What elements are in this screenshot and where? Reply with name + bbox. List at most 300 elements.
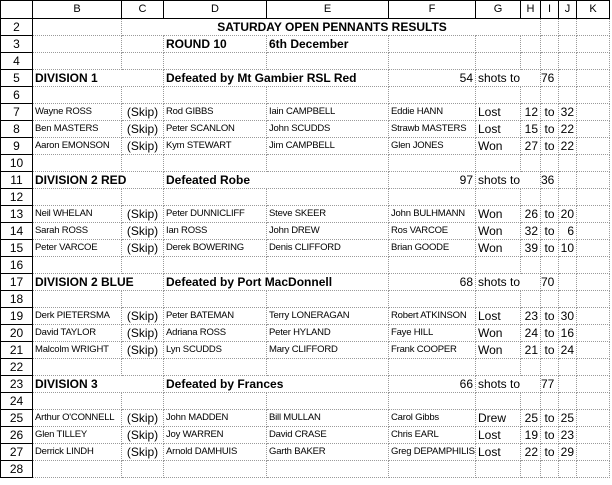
cell[interactable] — [521, 87, 541, 104]
our-shots[interactable]: 68 — [389, 274, 476, 291]
cell[interactable] — [389, 291, 476, 308]
to-label[interactable]: to — [541, 104, 559, 121]
skip-marker[interactable]: (Skip) — [122, 138, 164, 155]
second-name[interactable]: Denis CLIFFORD — [267, 240, 389, 257]
cell[interactable] — [577, 359, 610, 376]
column-header-f[interactable]: F — [389, 1, 476, 19]
second-name[interactable]: Iain CAMPBELL — [267, 104, 389, 121]
shots-to-label[interactable]: shots to — [476, 376, 541, 393]
cell[interactable] — [476, 461, 521, 478]
their-shots[interactable]: 76 — [541, 70, 559, 87]
cell[interactable] — [164, 359, 267, 376]
row-header[interactable]: 14 — [1, 223, 33, 240]
second-name[interactable]: Jim CAMPBELL — [267, 138, 389, 155]
rink-outcome[interactable]: Won — [476, 206, 521, 223]
second-name[interactable]: John SCUDDS — [267, 121, 389, 138]
skip-name[interactable]: Ben MASTERS — [33, 121, 122, 138]
skip-marker[interactable]: (Skip) — [122, 223, 164, 240]
cell[interactable] — [33, 393, 122, 410]
our-shots[interactable]: 66 — [389, 376, 476, 393]
division-name[interactable]: DIVISION 2 BLUE — [33, 274, 164, 291]
cell[interactable] — [559, 87, 577, 104]
cell[interactable] — [122, 359, 164, 376]
cell[interactable] — [33, 53, 122, 70]
rink-row — [1, 223, 610, 240]
to-label[interactable]: to — [541, 240, 559, 257]
cell[interactable] — [559, 19, 577, 36]
cell[interactable] — [521, 393, 541, 410]
rink-shots-against[interactable]: 23 — [559, 427, 577, 444]
skip-name[interactable]: Neil WHELAN — [33, 206, 122, 223]
cell[interactable] — [122, 155, 164, 172]
cell[interactable] — [577, 206, 610, 223]
shots-to-label[interactable]: shots to — [476, 274, 541, 291]
row-header[interactable]: 13 — [1, 206, 33, 223]
row-header[interactable]: 2 — [1, 19, 33, 36]
cell[interactable] — [267, 53, 389, 70]
cell[interactable] — [33, 155, 122, 172]
cell[interactable] — [476, 257, 521, 274]
cell[interactable] — [122, 257, 164, 274]
rink-shots-against[interactable]: 16 — [559, 325, 577, 342]
skip-name[interactable]: David TAYLOR — [33, 325, 122, 342]
rink-shots-for[interactable]: 21 — [521, 342, 541, 359]
cell[interactable] — [559, 461, 577, 478]
row-header[interactable]: 12 — [1, 189, 33, 206]
cell[interactable] — [476, 359, 521, 376]
cell[interactable] — [267, 87, 389, 104]
cell[interactable] — [267, 359, 389, 376]
cell[interactable] — [577, 308, 610, 325]
cell[interactable] — [389, 36, 476, 53]
cell[interactable] — [521, 189, 541, 206]
cell[interactable] — [559, 359, 577, 376]
rink-shots-for[interactable]: 24 — [521, 325, 541, 342]
rink-shots-against[interactable]: 22 — [559, 138, 577, 155]
row-header[interactable]: 11 — [1, 172, 33, 189]
lead-name[interactable]: Eddie HANN — [389, 104, 476, 121]
skip-marker[interactable]: (Skip) — [122, 427, 164, 444]
round-date[interactable]: 6th December — [267, 36, 389, 53]
rink-row — [1, 138, 610, 155]
cell[interactable] — [122, 461, 164, 478]
skip-name[interactable]: Sarah ROSS — [33, 223, 122, 240]
cell[interactable] — [122, 36, 164, 53]
to-label[interactable]: to — [541, 223, 559, 240]
third-name[interactable]: Lyn SCUDDS — [164, 342, 267, 359]
skip-marker[interactable]: (Skip) — [122, 444, 164, 461]
skip-name[interactable]: Aaron EMONSON — [33, 138, 122, 155]
cell[interactable] — [389, 393, 476, 410]
row-header[interactable]: 23 — [1, 376, 33, 393]
cell[interactable] — [164, 393, 267, 410]
rink-shots-for[interactable]: 39 — [521, 240, 541, 257]
empty-row — [1, 359, 610, 376]
cell[interactable] — [541, 359, 559, 376]
row-header[interactable]: 22 — [1, 359, 33, 376]
cell[interactable] — [267, 461, 389, 478]
cell[interactable] — [577, 291, 610, 308]
cell[interactable] — [577, 410, 610, 427]
rink-outcome[interactable]: Won — [476, 223, 521, 240]
skip-name[interactable]: Wayne ROSS — [33, 104, 122, 121]
skip-name[interactable]: Peter VARCOE — [33, 240, 122, 257]
cell[interactable] — [559, 189, 577, 206]
cell[interactable] — [267, 155, 389, 172]
second-name[interactable]: Garth BAKER — [267, 444, 389, 461]
third-name[interactable]: Kym STEWART — [164, 138, 267, 155]
division-name[interactable]: DIVISION 3 — [33, 376, 164, 393]
cell[interactable] — [577, 427, 610, 444]
row-header[interactable]: 8 — [1, 121, 33, 138]
cell[interactable] — [476, 155, 521, 172]
cell[interactable] — [541, 393, 559, 410]
cell[interactable] — [577, 274, 610, 291]
cell[interactable] — [559, 291, 577, 308]
their-shots[interactable]: 36 — [541, 172, 559, 189]
row-header[interactable]: 16 — [1, 257, 33, 274]
cell[interactable] — [577, 19, 610, 36]
row-header[interactable]: 10 — [1, 155, 33, 172]
cell[interactable] — [541, 257, 559, 274]
cell[interactable] — [521, 291, 541, 308]
rink-shots-against[interactable]: 32 — [559, 104, 577, 121]
lead-name[interactable]: Faye HILL — [389, 325, 476, 342]
row-header[interactable]: 17 — [1, 274, 33, 291]
cell[interactable] — [577, 172, 610, 189]
rink-shots-for[interactable]: 15 — [521, 121, 541, 138]
cell[interactable] — [559, 155, 577, 172]
sheet-title[interactable]: SATURDAY OPEN PENNANTS RESULTS — [122, 19, 541, 36]
cell[interactable] — [122, 189, 164, 206]
cell[interactable] — [33, 19, 122, 36]
row-header[interactable]: 27 — [1, 444, 33, 461]
cell[interactable] — [577, 138, 610, 155]
cell[interactable] — [559, 172, 577, 189]
lead-name[interactable]: Greg DEPAMPHILIS — [389, 444, 476, 461]
cell[interactable] — [122, 87, 164, 104]
cell[interactable] — [541, 19, 559, 36]
to-label[interactable]: to — [541, 206, 559, 223]
column-header-j[interactable]: J — [559, 1, 577, 19]
row-header[interactable]: 28 — [1, 461, 33, 478]
row-header[interactable]: 26 — [1, 427, 33, 444]
division-result[interactable]: Defeated by Mt Gambier RSL Red — [164, 70, 389, 87]
lead-name[interactable]: Strawb MASTERS — [389, 121, 476, 138]
round-label[interactable]: ROUND 10 — [164, 36, 267, 53]
cell[interactable] — [559, 53, 577, 70]
to-label[interactable]: to — [541, 427, 559, 444]
cell[interactable] — [33, 36, 122, 53]
cell[interactable] — [559, 257, 577, 274]
cell[interactable] — [559, 393, 577, 410]
column-header-k[interactable]: K — [577, 1, 610, 19]
lead-name[interactable]: John BULHMANN — [389, 206, 476, 223]
cell[interactable] — [577, 257, 610, 274]
cell[interactable] — [267, 189, 389, 206]
cell[interactable] — [541, 36, 559, 53]
rink-outcome[interactable]: Lost — [476, 444, 521, 461]
column-header-c[interactable]: C — [122, 1, 164, 19]
cell[interactable] — [389, 155, 476, 172]
empty-row — [1, 53, 610, 70]
cell[interactable] — [521, 155, 541, 172]
lead-name[interactable]: Brian GOODE — [389, 240, 476, 257]
to-label[interactable]: to — [541, 325, 559, 342]
cell[interactable] — [541, 189, 559, 206]
cell[interactable] — [577, 189, 610, 206]
skip-name[interactable]: Arthur O'CONNELL — [33, 410, 122, 427]
cell[interactable] — [559, 274, 577, 291]
rink-row — [1, 325, 610, 342]
cell[interactable] — [476, 36, 521, 53]
column-header-i[interactable]: I — [541, 1, 559, 19]
our-shots[interactable]: 97 — [389, 172, 476, 189]
third-name[interactable]: Adriana ROSS — [164, 325, 267, 342]
rink-shots-against[interactable]: 24 — [559, 342, 577, 359]
rink-shots-against[interactable]: 29 — [559, 444, 577, 461]
cell[interactable] — [389, 257, 476, 274]
second-name[interactable]: David CRASE — [267, 427, 389, 444]
to-label[interactable]: to — [541, 342, 559, 359]
row-header[interactable]: 3 — [1, 36, 33, 53]
rink-outcome[interactable]: Lost — [476, 308, 521, 325]
rink-shots-against[interactable]: 30 — [559, 308, 577, 325]
cell[interactable] — [577, 53, 610, 70]
division-result[interactable]: Defeated Robe — [164, 172, 389, 189]
rink-shots-against[interactable]: 22 — [559, 121, 577, 138]
row-header[interactable]: 20 — [1, 325, 33, 342]
division-result[interactable]: Defeated by Port MacDonnell — [164, 274, 389, 291]
rink-shots-against[interactable]: 6 — [559, 223, 577, 240]
third-name[interactable]: Joy WARREN — [164, 427, 267, 444]
cell[interactable] — [164, 291, 267, 308]
rink-shots-for[interactable]: 23 — [521, 308, 541, 325]
cell[interactable] — [164, 461, 267, 478]
rink-shots-for[interactable]: 27 — [521, 138, 541, 155]
rink-shots-for[interactable]: 22 — [521, 444, 541, 461]
row-header[interactable]: 19 — [1, 308, 33, 325]
to-label[interactable]: to — [541, 444, 559, 461]
skip-marker[interactable]: (Skip) — [122, 104, 164, 121]
cell[interactable] — [33, 359, 122, 376]
lead-name[interactable]: Chris EARL — [389, 427, 476, 444]
cell[interactable] — [541, 53, 559, 70]
rink-outcome[interactable]: Lost — [476, 104, 521, 121]
cell[interactable] — [577, 461, 610, 478]
cell[interactable] — [164, 257, 267, 274]
column-header-d[interactable]: D — [164, 1, 267, 19]
select-all-corner[interactable] — [1, 1, 33, 19]
cell[interactable] — [577, 36, 610, 53]
skip-marker[interactable]: (Skip) — [122, 121, 164, 138]
skip-name[interactable]: Derrick LINDH — [33, 444, 122, 461]
row-header[interactable]: 21 — [1, 342, 33, 359]
their-shots[interactable]: 70 — [541, 274, 559, 291]
row-header[interactable]: 5 — [1, 70, 33, 87]
skip-marker[interactable]: (Skip) — [122, 410, 164, 427]
cell[interactable] — [122, 393, 164, 410]
cell[interactable] — [577, 342, 610, 359]
rink-outcome[interactable]: Won — [476, 138, 521, 155]
column-header-h[interactable]: H — [521, 1, 541, 19]
cell[interactable] — [476, 189, 521, 206]
rink-outcome[interactable]: Lost — [476, 121, 521, 138]
cell[interactable] — [164, 53, 267, 70]
to-label[interactable]: to — [541, 410, 559, 427]
cell[interactable] — [521, 53, 541, 70]
row-header[interactable]: 15 — [1, 240, 33, 257]
cell[interactable] — [577, 325, 610, 342]
second-name[interactable]: John DREW — [267, 223, 389, 240]
second-name[interactable]: Peter HYLAND — [267, 325, 389, 342]
column-header-g[interactable]: G — [476, 1, 521, 19]
cell[interactable] — [577, 70, 610, 87]
cell[interactable] — [559, 376, 577, 393]
cell[interactable] — [33, 257, 122, 274]
to-label[interactable]: to — [541, 138, 559, 155]
skip-marker[interactable]: (Skip) — [122, 342, 164, 359]
rink-shots-for[interactable]: 19 — [521, 427, 541, 444]
cell[interactable] — [577, 240, 610, 257]
lead-name[interactable]: Frank COOPER — [389, 342, 476, 359]
third-name[interactable]: John MADDEN — [164, 410, 267, 427]
skip-marker[interactable]: (Skip) — [122, 325, 164, 342]
third-name[interactable]: Derek BOWERING — [164, 240, 267, 257]
lead-name[interactable]: Carol Gibbs — [389, 410, 476, 427]
division-name[interactable]: DIVISION 1 — [33, 70, 164, 87]
skip-name[interactable]: Malcolm WRIGHT — [33, 342, 122, 359]
cell[interactable] — [389, 359, 476, 376]
cell[interactable] — [476, 393, 521, 410]
third-name[interactable]: Peter SCANLON — [164, 121, 267, 138]
cell[interactable] — [541, 155, 559, 172]
shots-to-label[interactable]: shots to — [476, 172, 541, 189]
cell[interactable] — [577, 393, 610, 410]
lead-name[interactable]: Glen JONES — [389, 138, 476, 155]
cell[interactable] — [267, 393, 389, 410]
to-label[interactable]: to — [541, 121, 559, 138]
cell[interactable] — [33, 87, 122, 104]
cell[interactable] — [389, 53, 476, 70]
rink-outcome[interactable]: Won — [476, 325, 521, 342]
second-name[interactable]: Mary CLIFFORD — [267, 342, 389, 359]
rink-shots-for[interactable]: 26 — [521, 206, 541, 223]
second-name[interactable]: Terry LONERAGAN — [267, 308, 389, 325]
cell[interactable] — [541, 291, 559, 308]
their-shots[interactable]: 77 — [541, 376, 559, 393]
cell[interactable] — [122, 291, 164, 308]
lead-name[interactable]: Ros VARCOE — [389, 223, 476, 240]
skip-name[interactable]: Derk PIETERSMA — [33, 308, 122, 325]
third-name[interactable]: Peter DUNNICLIFF — [164, 206, 267, 223]
rink-outcome[interactable]: Lost — [476, 427, 521, 444]
skip-name[interactable]: Glen TILLEY — [33, 427, 122, 444]
rink-shots-against[interactable]: 20 — [559, 206, 577, 223]
cell[interactable] — [476, 53, 521, 70]
to-label[interactable]: to — [541, 308, 559, 325]
cell[interactable] — [267, 291, 389, 308]
division-name[interactable]: DIVISION 2 RED — [33, 172, 164, 189]
column-header-e[interactable]: E — [267, 1, 389, 19]
rink-outcome[interactable]: Won — [476, 240, 521, 257]
cell[interactable] — [559, 70, 577, 87]
row-header[interactable]: 18 — [1, 291, 33, 308]
skip-marker[interactable]: (Skip) — [122, 206, 164, 223]
cell[interactable] — [521, 257, 541, 274]
cell[interactable] — [577, 87, 610, 104]
skip-marker[interactable]: (Skip) — [122, 240, 164, 257]
cell[interactable] — [33, 189, 122, 206]
third-name[interactable]: Peter BATEMAN — [164, 308, 267, 325]
cell[interactable] — [577, 121, 610, 138]
cell[interactable] — [476, 87, 521, 104]
cell[interactable] — [577, 104, 610, 121]
cell[interactable] — [164, 155, 267, 172]
cell[interactable] — [541, 87, 559, 104]
rink-outcome[interactable]: Won — [476, 342, 521, 359]
cell[interactable] — [122, 53, 164, 70]
division-header-row — [1, 172, 610, 189]
lead-name[interactable]: Robert ATKINSON — [389, 308, 476, 325]
cell[interactable] — [164, 189, 267, 206]
cell[interactable] — [164, 87, 267, 104]
row-header[interactable]: 24 — [1, 393, 33, 410]
row-header[interactable]: 6 — [1, 87, 33, 104]
cell[interactable] — [389, 461, 476, 478]
cell[interactable] — [521, 461, 541, 478]
shots-to-label[interactable]: shots to — [476, 70, 541, 87]
cell[interactable] — [521, 359, 541, 376]
cell[interactable] — [577, 444, 610, 461]
cell[interactable] — [389, 87, 476, 104]
row-header[interactable]: 25 — [1, 410, 33, 427]
cell[interactable] — [577, 223, 610, 240]
cell[interactable] — [577, 155, 610, 172]
rink-shots-for[interactable]: 25 — [521, 410, 541, 427]
row-header[interactable]: 4 — [1, 53, 33, 70]
rink-outcome[interactable]: Drew — [476, 410, 521, 427]
third-name[interactable]: Ian ROSS — [164, 223, 267, 240]
skip-marker[interactable]: (Skip) — [122, 308, 164, 325]
empty-row — [1, 155, 610, 172]
division-result[interactable]: Defeated by Frances — [164, 376, 389, 393]
cell[interactable] — [559, 36, 577, 53]
second-name[interactable]: Bill MULLAN — [267, 410, 389, 427]
second-name[interactable]: Steve SKEER — [267, 206, 389, 223]
rink-row — [1, 427, 610, 444]
cell[interactable] — [389, 189, 476, 206]
cell[interactable] — [541, 461, 559, 478]
rink-row — [1, 240, 610, 257]
cell[interactable] — [267, 257, 389, 274]
rink-shots-for[interactable]: 12 — [521, 104, 541, 121]
rink-shots-against[interactable]: 25 — [559, 410, 577, 427]
rink-shots-against[interactable]: 10 — [559, 240, 577, 257]
row-header[interactable]: 7 — [1, 104, 33, 121]
cell[interactable] — [33, 291, 122, 308]
third-name[interactable]: Arnold DAMHUIS — [164, 444, 267, 461]
cell[interactable] — [577, 376, 610, 393]
row-header[interactable]: 9 — [1, 138, 33, 155]
cell[interactable] — [33, 461, 122, 478]
rink-shots-for[interactable]: 32 — [521, 223, 541, 240]
third-name[interactable]: Rod GIBBS — [164, 104, 267, 121]
column-header-b[interactable]: B — [33, 1, 122, 19]
our-shots[interactable]: 54 — [389, 70, 476, 87]
cell[interactable] — [476, 291, 521, 308]
cell[interactable] — [521, 36, 541, 53]
